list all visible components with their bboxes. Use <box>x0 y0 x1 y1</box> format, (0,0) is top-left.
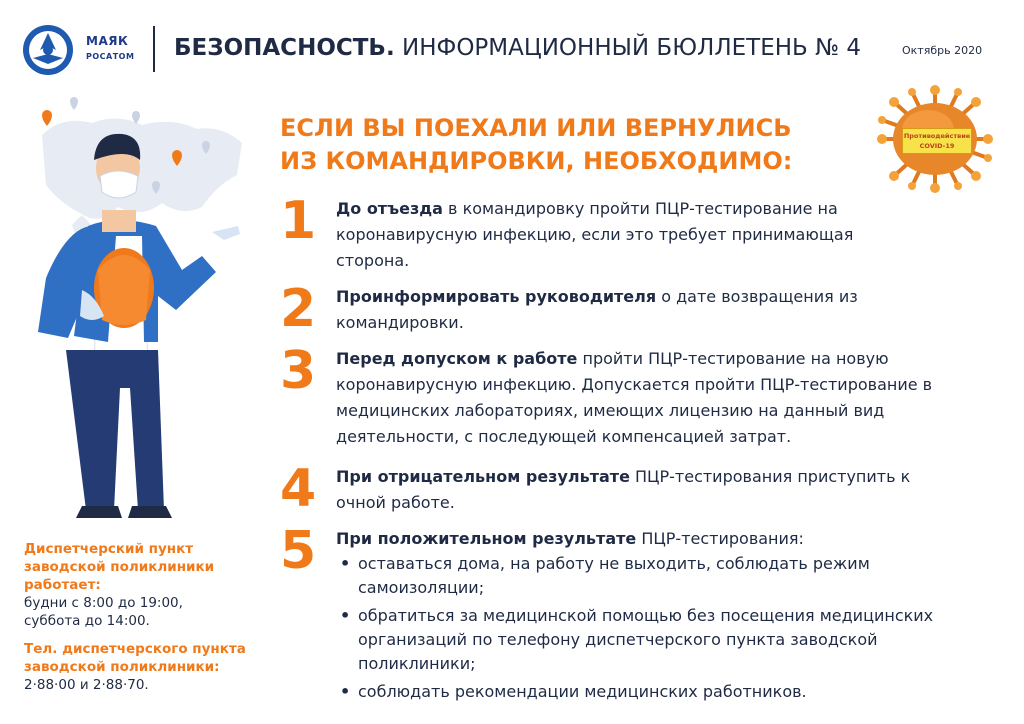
phone-heading-line2: заводской поликлиники: <box>24 659 220 675</box>
dispatch-heading-line3: работает: <box>24 577 101 593</box>
bullet-item: • соблюдать рекомендации медицинских работников. <box>358 680 996 704</box>
spacer <box>24 630 274 640</box>
main-heading-line2: ИЗ КОМАНДИРОВКИ, НЕОБХОДИМО: <box>280 147 793 175</box>
step-bold-text: При положительном результате <box>336 529 637 548</box>
step-5-intro <box>336 526 996 552</box>
hours-line2: суббота до 14:00. <box>24 613 150 629</box>
brand-line1: МАЯК <box>86 34 129 48</box>
covid-badge-line2: COVID-19 <box>919 142 955 150</box>
brand-line2: РОСАТОМ <box>86 52 135 61</box>
phone-numbers: 2·88·00 и 2·88·70. <box>24 677 149 693</box>
dispatch-heading-line2: заводской поликлиники <box>24 559 215 575</box>
step-number: 1 <box>280 191 317 251</box>
step-bold-text: До отъезда <box>336 199 443 218</box>
header <box>0 0 1024 90</box>
main-heading <box>280 112 840 178</box>
header-divider <box>153 26 155 72</box>
step-bold-text: Проинформировать руководителя <box>336 287 657 306</box>
brand-name <box>86 34 134 64</box>
person-with-mask-illustration <box>26 120 254 520</box>
covid-badge <box>902 128 972 154</box>
step-number: 5 <box>280 521 317 581</box>
step-rest-text: в командировку пройти ПЦР-тестирование на коронавирусную инфекцию, если это требует принимающая сторона. <box>336 199 854 270</box>
step-text <box>336 346 996 450</box>
title-bold: БЕЗОПАСНОСТЬ. <box>174 35 395 61</box>
step-bold-text: Перед допуском к работе <box>336 349 578 368</box>
bulletin-title <box>174 35 861 61</box>
clinic-info <box>24 540 274 694</box>
step-rest-text: ПЦР-тестирования: <box>636 529 804 548</box>
bullet-item: • оставаться дома, на работу не выходить, соблюдать режим самоизоляции; <box>358 552 996 600</box>
step-number: 2 <box>280 279 317 339</box>
step-number: 3 <box>280 341 317 401</box>
step-text <box>336 196 856 274</box>
rosatom-logo-icon <box>22 24 74 76</box>
title-rest: ИНФОРМАЦИОННЫЙ БЮЛЛЕТЕНЬ № 4 <box>394 35 861 61</box>
covid-badge-line1: Противодействие <box>903 132 971 140</box>
step-rest-text: ПЦР-тестирования приступить к очной работе. <box>336 467 911 512</box>
bulletin-date: Октябрь 2020 <box>902 44 983 57</box>
step-text <box>336 526 996 708</box>
step-rest-text: пройти ПЦР-тестирование на новую коронавирусную инфекцию. Допускается пройти ПЦР-тестирование в медицинских лабораториях, имеющих лицензию на данный вид деятельности, с последующей компенсацией затрат. <box>336 349 933 446</box>
hours-line1: будни с 8:00 до 19:00, <box>24 595 183 611</box>
step-rest-text: о дате возвращения из командировки. <box>336 287 858 332</box>
step-5-bullets <box>336 552 996 704</box>
step-number: 4 <box>280 459 317 519</box>
step-bold-text: При отрицательном результате <box>336 467 630 486</box>
bullet-item: • обратиться за медицинской помощью без посещения медицинских организаций по телефону диспетчерского пункта заводской поликлиники; <box>358 604 996 676</box>
phone-heading-line1: Тел. диспетчерского пункта <box>24 641 246 657</box>
main-heading-line1: ЕСЛИ ВЫ ПОЕХАЛИ ИЛИ ВЕРНУЛИСЬ <box>280 114 792 142</box>
step-text <box>336 464 956 516</box>
step-text <box>336 284 866 336</box>
dispatch-heading-line1: Диспетчерский пункт <box>24 541 194 557</box>
